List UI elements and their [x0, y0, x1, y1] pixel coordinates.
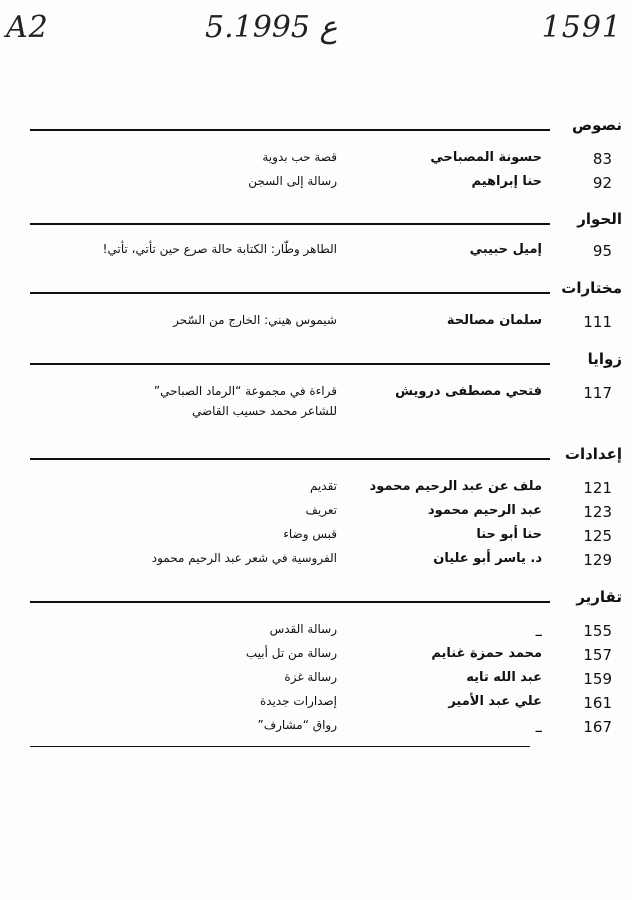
- entry-title: الفروسية في شعر عبد الرحيم محمود: [151, 551, 337, 565]
- entry-title: إصدارات جديدة: [259, 694, 337, 708]
- entry-author: علي عبد الأمير: [448, 694, 542, 709]
- page-number: 159: [583, 670, 612, 688]
- toc-entry: [30, 646, 622, 670]
- section-selections: [30, 279, 622, 337]
- section-title: نصوص: [572, 116, 622, 134]
- entry-author: _: [535, 622, 542, 637]
- entry-title: قصة حب بدوية: [262, 150, 337, 164]
- toc-entry: [30, 551, 622, 575]
- toc-entry: [30, 527, 622, 551]
- page-number: 155: [583, 622, 612, 640]
- entry-author: ملف عن عبد الرحيم محمود: [369, 479, 542, 494]
- toc-entry: [30, 622, 622, 646]
- entry-title: قراءة في مجموعة “الرماد الصباحي”: [153, 384, 337, 398]
- handwritten-date: 5.ع 1995: [205, 10, 338, 45]
- entry-title: رسالة إلى السجن: [248, 174, 337, 188]
- toc-entry: [30, 313, 622, 337]
- entry-title: شيموس هيني: الخارج من السّحر: [173, 313, 337, 327]
- entry-author: حنا إبراهيم: [471, 174, 542, 189]
- section-title: تقارير: [576, 588, 622, 606]
- entry-author: سلمان مصالحة: [446, 313, 542, 328]
- entry-author: إميل حبيبي: [469, 242, 542, 257]
- section-title: زوايا: [587, 350, 622, 368]
- section-title: الحوار: [577, 210, 622, 228]
- entry-title: قبس وضاء: [283, 527, 337, 541]
- page-number: 125: [583, 527, 612, 545]
- entry-author: محمد حمزة غنايم: [431, 646, 542, 661]
- section-reports: [30, 588, 622, 743]
- section-rule: [30, 223, 550, 225]
- entry-title: رواق “مشارف”: [257, 718, 337, 732]
- page-number: 167: [583, 718, 612, 736]
- section-header: [30, 350, 622, 376]
- page-number: 83: [592, 150, 612, 168]
- toc-entry: [30, 503, 622, 527]
- handwritten-code: A2: [6, 10, 49, 45]
- entry-author: _: [535, 718, 542, 733]
- entry-author: عبد الرحيم محمود: [428, 503, 542, 518]
- section-rule: [30, 129, 550, 131]
- section-rule: [30, 601, 550, 603]
- toc-entry: [30, 479, 622, 503]
- page-number: 92: [592, 174, 612, 192]
- entry-subtitle: للشاعر محمد حسيب القاضي: [191, 404, 337, 418]
- toc-entry: [30, 694, 622, 718]
- handwritten-number: 1591: [541, 10, 622, 45]
- section-rule: [30, 292, 550, 294]
- entry-author: فتحي مصطفى درويش: [395, 384, 542, 399]
- page-number: 161: [583, 694, 612, 712]
- section-corners: [30, 350, 622, 430]
- section-header: [30, 116, 622, 142]
- toc-entry: [30, 150, 622, 174]
- section-header: [30, 279, 622, 305]
- entry-title: الطاهر وطّار: الكتابة حالة صرع حين تأتي، تأتي!: [102, 242, 337, 256]
- toc-entry: [30, 384, 622, 430]
- entry-author: حنا أبو حنا: [476, 527, 542, 542]
- entry-author: د. ياسر أبو عليان: [433, 551, 542, 566]
- page-number: 121: [583, 479, 612, 497]
- section-rule: [30, 458, 550, 460]
- toc-entry: [30, 174, 622, 198]
- section-header: [30, 210, 622, 236]
- page-number: 95: [592, 242, 612, 260]
- section-texts: [30, 116, 622, 198]
- section-title: مختارات: [561, 279, 622, 297]
- entry-title: تقديم: [309, 479, 337, 493]
- entry-author: عبد الله تايه: [466, 670, 542, 685]
- entry-title: تعريف: [305, 503, 337, 517]
- section-rule: [30, 363, 550, 365]
- section-interview: [30, 210, 622, 266]
- toc-entry: [30, 718, 622, 742]
- closing-rule: [30, 746, 530, 747]
- page-number: 129: [583, 551, 612, 569]
- toc-entry: [30, 670, 622, 694]
- entry-author: حسونة المصباحي: [430, 150, 542, 165]
- entry-title: رسالة القدس: [269, 622, 337, 636]
- page-number: 123: [583, 503, 612, 521]
- section-files: [30, 445, 622, 575]
- entry-title: رسالة من تل أبيب: [245, 646, 337, 660]
- page-number: 157: [583, 646, 612, 664]
- section-title: إعدادات: [564, 445, 622, 463]
- entry-title: رسالة غزة: [284, 670, 337, 684]
- toc-entry: [30, 242, 622, 266]
- section-header: [30, 588, 622, 614]
- page-number: 111: [583, 313, 612, 331]
- page-number: 117: [583, 384, 612, 402]
- section-header: [30, 445, 622, 471]
